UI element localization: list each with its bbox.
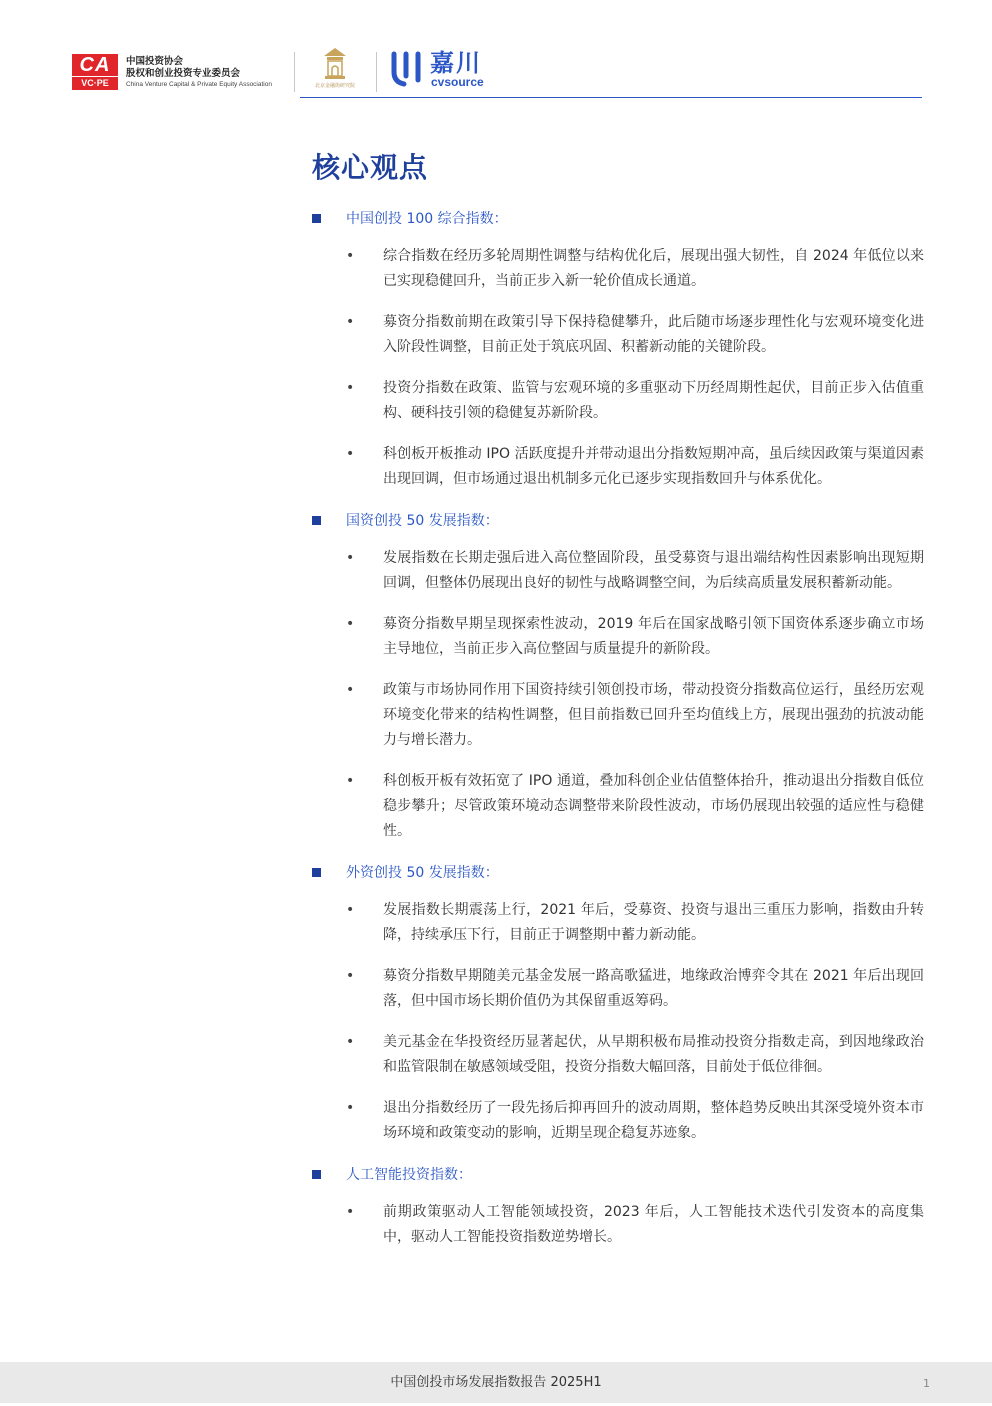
cvsource-logo (390, 50, 500, 92)
square-bullet-icon (312, 868, 321, 877)
list-item (312, 376, 924, 426)
bullet-dot-icon: • (346, 682, 355, 698)
page-header (0, 0, 992, 100)
bullet-dot-icon: • (346, 1204, 355, 1220)
section-heading (312, 508, 924, 536)
building-icon (306, 46, 364, 82)
list-item (312, 769, 924, 844)
bullet-dot-icon: • (346, 773, 355, 789)
list-item-text: 政策与市场协同作用下国资持续引领创投市场，带动投资分指数高位运行，虽经历宏观环境变化带来的结构性调整，但目前指数已回升至均值线上方，展现出强劲的抗波动能力与增长潜力。 (383, 682, 924, 748)
ca-vcpe-logo (72, 54, 118, 90)
square-bullet-icon (312, 1170, 321, 1179)
bullet-dot-icon: • (346, 314, 355, 330)
square-bullet-icon (312, 214, 321, 223)
section-title: 人工智能投资指数： (346, 1167, 472, 1183)
section-heading (312, 860, 924, 888)
association-english-name: China Venture Capital & Private Equity Association (126, 81, 272, 88)
list-item-text: 美元基金在华投资经历显著起伏，从早期积极布局推动投资分指数走高，到因地缘政治和监管限制在敏感领域受阻，投资分指数大幅回落，目前处于低位徘徊。 (383, 1034, 924, 1075)
list-item-text: 募资分指数前期在政策引导下保持稳健攀升，此后随市场逐步理性化与宏观环境变化进入阶段性调整，目前正处于筑底巩固、积蓄新动能的关键阶段。 (383, 314, 924, 355)
page-title: 核心观点 (312, 151, 429, 184)
bullet-dot-icon: • (346, 968, 355, 984)
list-item-text: 前期政策驱动人工智能领域投资，2023 年后，人工智能技术迭代引发资本的高度集中，驱动人工智能投资指数逆势增长。 (383, 1204, 924, 1245)
bullet-dot-icon: • (346, 902, 355, 918)
list-item-text: 科创板开板有效拓宽了 IPO 通道，叠加科创企业估值整体抬升，推动退出分指数自低位稳步攀升；尽管政策环境动态调整带来阶段性波动，市场仍展现出较强的适应性与稳健性。 (383, 773, 924, 839)
header-divider (376, 52, 377, 92)
section-heading (312, 1162, 924, 1190)
list-item-text: 募资分指数早期呈现探索性波动，2019 年后在国家战略引领下国资体系逐步确立市场主导地位，当前正步入高位整固与质量提升的新阶段。 (383, 616, 924, 657)
key-points-content (312, 206, 924, 1266)
list-item (312, 898, 924, 948)
list-item (312, 678, 924, 753)
list-item (312, 1200, 924, 1250)
footer-report-title: 中国创投市场发展指数报告 2025H1 (390, 1375, 602, 1390)
section-title: 中国创投 100 综合指数： (346, 211, 508, 227)
header-rule (300, 97, 922, 98)
partner-logo (306, 46, 364, 90)
list-item (312, 964, 924, 1014)
section (312, 206, 924, 492)
section (312, 860, 924, 1146)
brand-name: 嘉川 (430, 49, 482, 77)
list-item (312, 310, 924, 360)
list-item-text: 发展指数在长期走强后进入高位整固阶段，虽受募资与退出端结构性因素影响出现短期回调，但整体仍展现出良好的韧性与战略调整空间，为后续高质量发展积蓄新动能。 (383, 550, 924, 591)
association-line-2: 股权和创业投资专业委员会 (126, 68, 241, 79)
section-title: 国资创投 50 发展指数： (346, 513, 499, 529)
list-item-text: 退出分指数经历了一段先扬后抑再回升的波动周期，整体趋势反映出其深受境外资本市场环境和政策变动的影响，近期呈现企稳复苏迹象。 (383, 1100, 924, 1141)
section (312, 508, 924, 844)
list-item-text: 科创板开板推动 IPO 活跃度提升并带动退出分指数短期冲高，虽后续因政策与渠道因素出现回调，但市场通过退出机制多元化已逐步实现指数回升与体系优化。 (383, 446, 924, 487)
bullet-dot-icon: • (346, 1034, 355, 1050)
section-title: 外资创投 50 发展指数： (346, 865, 499, 881)
page-footer (0, 1362, 992, 1403)
list-item-text: 募资分指数早期随美元基金发展一路高歌猛进，地缘政治博弈令其在 2021 年后出现回落，但中国市场长期价值仍为其保留重返筹码。 (383, 968, 924, 1009)
ca-logo-mark: CA (72, 54, 118, 76)
cvsource-mark-icon (390, 50, 426, 88)
list-item (312, 1030, 924, 1080)
list-item (312, 612, 924, 662)
header-divider (294, 52, 295, 92)
bullet-dot-icon: • (346, 616, 355, 632)
list-item-text: 综合指数在经历多轮周期性调整与结构优化后，展现出强大韧性，自 2024 年低位以来已实现稳健回升，当前正步入新一轮价值成长通道。 (383, 248, 924, 289)
bullet-dot-icon: • (346, 446, 355, 462)
ca-logo-sub: VC·PE (72, 77, 118, 90)
list-item (312, 244, 924, 294)
list-item (312, 1096, 924, 1146)
partner-logo-text: 北京金融街研究院 (314, 83, 355, 89)
section (312, 1162, 924, 1250)
association-name (126, 56, 272, 89)
bullet-dot-icon: • (346, 1100, 355, 1116)
bullet-dot-icon: • (346, 380, 355, 396)
list-item-text: 发展指数长期震荡上行，2021 年后，受募资、投资与退出三重压力影响，指数由升转降，持续承压下行，目前正于调整期中蓄力新动能。 (383, 902, 924, 943)
bullet-dot-icon: • (346, 248, 355, 264)
bullet-dot-icon: • (346, 550, 355, 566)
brand-subtitle: cvsource (431, 75, 484, 89)
list-item (312, 546, 924, 596)
list-item (312, 442, 924, 492)
square-bullet-icon (312, 516, 321, 525)
association-line-1: 中国投资协会 (126, 56, 184, 67)
list-item-text: 投资分指数在政策、监管与宏观环境的多重驱动下历经周期性起伏，目前正步入估值重构、硬科技引领的稳健复苏新阶段。 (383, 380, 924, 421)
page-number: 1 (923, 1377, 930, 1390)
section-heading (312, 206, 924, 234)
